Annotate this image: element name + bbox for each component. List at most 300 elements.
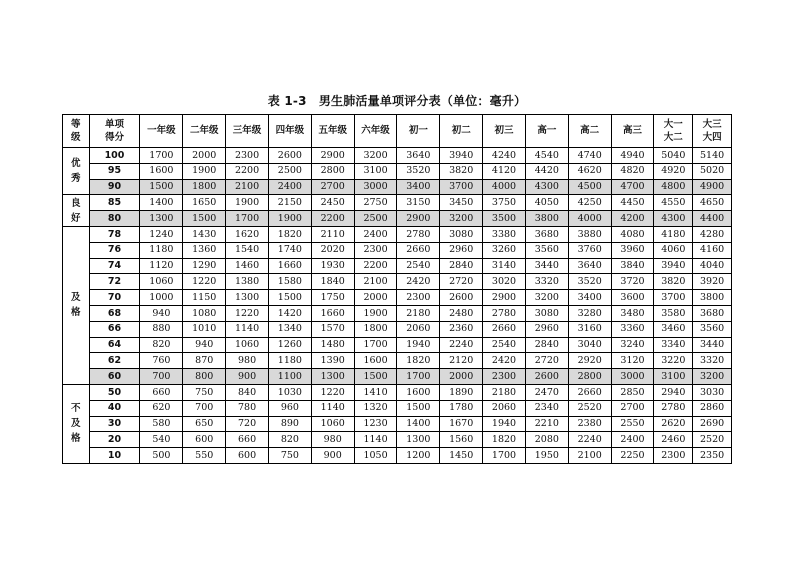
value-cell: 4250	[568, 195, 611, 211]
grade-header-line2: 级	[70, 131, 81, 143]
value-cell: 2300	[354, 242, 397, 258]
value-cell: 2720	[525, 353, 568, 369]
grade-year-header	[226, 115, 269, 148]
grade-level-cell	[63, 148, 90, 195]
grade-year-header-line1: 初三	[494, 125, 514, 137]
value-cell: 2200	[226, 163, 269, 179]
score-cell: 90	[89, 179, 140, 195]
value-cell: 4450	[611, 195, 654, 211]
value-cell: 1140	[226, 321, 269, 337]
value-cell: 1010	[183, 321, 226, 337]
grade-level-char: 格	[70, 307, 81, 319]
value-cell: 1300	[226, 290, 269, 306]
value-cell: 2250	[611, 448, 654, 464]
value-cell: 3160	[568, 321, 611, 337]
grade-year-header-line1: 五年级	[318, 125, 347, 137]
grade-level-char: 好	[70, 212, 81, 224]
value-cell: 1460	[226, 258, 269, 274]
value-cell: 1220	[183, 274, 226, 290]
value-cell: 880	[140, 321, 183, 337]
value-cell: 4080	[611, 226, 654, 242]
value-cell: 4920	[654, 163, 693, 179]
value-cell: 2550	[611, 416, 654, 432]
value-cell: 4740	[568, 148, 611, 164]
grade-year-header-line1: 一年级	[147, 125, 176, 137]
value-cell: 3400	[397, 179, 440, 195]
score-cell: 40	[89, 400, 140, 416]
value-cell: 5040	[654, 148, 693, 164]
value-cell: 1580	[268, 274, 311, 290]
value-cell: 2800	[311, 163, 354, 179]
value-cell: 1800	[183, 179, 226, 195]
grade-year-header	[183, 115, 226, 148]
value-cell: 1360	[183, 242, 226, 258]
value-cell: 3100	[654, 369, 693, 385]
value-cell: 3220	[654, 353, 693, 369]
grade-level-char: 秀	[70, 173, 81, 185]
value-cell: 4050	[525, 195, 568, 211]
table-row	[63, 226, 732, 242]
value-cell: 4900	[693, 179, 732, 195]
grade-year-header	[483, 115, 526, 148]
value-cell: 1200	[397, 448, 440, 464]
grade-level-char: 优	[70, 158, 81, 170]
value-cell: 2300	[226, 148, 269, 164]
value-cell: 1450	[440, 448, 483, 464]
value-cell: 500	[140, 448, 183, 464]
score-cell: 64	[89, 337, 140, 353]
table-row	[63, 353, 732, 369]
value-cell: 1500	[140, 179, 183, 195]
grade-year-header	[354, 115, 397, 148]
value-cell: 840	[226, 384, 269, 400]
value-cell: 580	[140, 416, 183, 432]
value-cell: 800	[183, 369, 226, 385]
value-cell: 2240	[440, 337, 483, 353]
value-cell: 3580	[654, 305, 693, 321]
value-cell: 980	[226, 353, 269, 369]
value-cell: 750	[183, 384, 226, 400]
value-cell: 2900	[311, 148, 354, 164]
value-cell: 2800	[568, 369, 611, 385]
value-cell: 700	[140, 369, 183, 385]
value-cell: 3560	[525, 242, 568, 258]
table-row	[63, 163, 732, 179]
value-cell: 3920	[693, 274, 732, 290]
value-cell: 4700	[611, 179, 654, 195]
value-cell: 1150	[183, 290, 226, 306]
value-cell: 1050	[354, 448, 397, 464]
value-cell: 2960	[525, 321, 568, 337]
grade-year-header	[693, 115, 732, 148]
grade-header	[63, 115, 90, 148]
value-cell: 900	[311, 448, 354, 464]
score-cell: 68	[89, 305, 140, 321]
value-cell: 3720	[611, 274, 654, 290]
value-cell: 2210	[525, 416, 568, 432]
value-cell: 2240	[568, 432, 611, 448]
score-cell: 78	[89, 226, 140, 242]
value-cell: 3020	[483, 274, 526, 290]
value-cell: 2480	[440, 305, 483, 321]
value-cell: 1500	[268, 290, 311, 306]
value-cell: 2460	[654, 432, 693, 448]
value-cell: 3080	[440, 226, 483, 242]
value-cell: 2100	[226, 179, 269, 195]
value-cell: 3480	[611, 305, 654, 321]
value-cell: 660	[140, 384, 183, 400]
grade-year-header	[397, 115, 440, 148]
value-cell: 1600	[140, 163, 183, 179]
value-cell: 1660	[311, 305, 354, 321]
value-cell: 3640	[397, 148, 440, 164]
value-cell: 600	[183, 432, 226, 448]
vital-capacity-score-table	[62, 114, 732, 464]
table-row	[63, 305, 732, 321]
value-cell: 2420	[397, 274, 440, 290]
value-cell: 650	[183, 416, 226, 432]
value-cell: 2700	[611, 400, 654, 416]
value-cell: 1900	[226, 195, 269, 211]
value-cell: 3880	[568, 226, 611, 242]
value-cell: 1140	[311, 400, 354, 416]
grade-level-char: 良	[70, 197, 81, 209]
grade-year-header-line1: 六年级	[361, 125, 390, 137]
value-cell: 3400	[568, 290, 611, 306]
value-cell: 660	[226, 432, 269, 448]
value-cell: 1500	[354, 369, 397, 385]
value-cell: 820	[140, 337, 183, 353]
value-cell: 1570	[311, 321, 354, 337]
value-cell: 1220	[226, 305, 269, 321]
value-cell: 900	[226, 369, 269, 385]
value-cell: 4940	[611, 148, 654, 164]
table-row	[63, 432, 732, 448]
value-cell: 3500	[483, 211, 526, 227]
value-cell: 3820	[654, 274, 693, 290]
grade-year-header-line1: 三年级	[232, 125, 262, 137]
table-row	[63, 384, 732, 400]
value-cell: 2180	[397, 305, 440, 321]
value-cell: 1840	[311, 274, 354, 290]
value-cell: 620	[140, 400, 183, 416]
value-cell: 2150	[268, 195, 311, 211]
value-cell: 2360	[440, 321, 483, 337]
value-cell: 3200	[525, 290, 568, 306]
value-cell: 3200	[440, 211, 483, 227]
value-cell: 4040	[693, 258, 732, 274]
value-cell: 3800	[525, 211, 568, 227]
value-cell: 1620	[226, 226, 269, 242]
grade-year-header	[568, 115, 611, 148]
value-cell: 3320	[525, 274, 568, 290]
value-cell: 940	[183, 337, 226, 353]
value-cell: 4550	[654, 195, 693, 211]
score-cell: 85	[89, 195, 140, 211]
value-cell: 1670	[440, 416, 483, 432]
value-cell: 4200	[611, 211, 654, 227]
value-cell: 960	[268, 400, 311, 416]
value-cell: 2690	[693, 416, 732, 432]
grade-year-header	[311, 115, 354, 148]
value-cell: 1400	[140, 195, 183, 211]
grade-year-header	[654, 115, 693, 148]
value-cell: 1420	[268, 305, 311, 321]
value-cell: 1230	[354, 416, 397, 432]
value-cell: 4820	[611, 163, 654, 179]
grade-year-header-line1: 高三	[623, 125, 643, 137]
value-cell: 3360	[611, 321, 654, 337]
table-row	[63, 211, 732, 227]
table-row	[63, 448, 732, 464]
value-cell: 1900	[183, 163, 226, 179]
value-cell: 1500	[183, 211, 226, 227]
table-row	[63, 258, 732, 274]
value-cell: 3150	[397, 195, 440, 211]
value-cell: 2780	[483, 305, 526, 321]
value-cell: 1300	[397, 432, 440, 448]
table-row	[63, 290, 732, 306]
value-cell: 2860	[693, 400, 732, 416]
value-cell: 1120	[140, 258, 183, 274]
value-cell: 2180	[483, 384, 526, 400]
value-cell: 1930	[311, 258, 354, 274]
value-cell: 3200	[354, 148, 397, 164]
value-cell: 1650	[183, 195, 226, 211]
table-row	[63, 369, 732, 385]
value-cell: 1820	[483, 432, 526, 448]
value-cell: 4400	[693, 211, 732, 227]
value-cell: 3560	[693, 321, 732, 337]
value-cell: 4540	[525, 148, 568, 164]
value-cell: 2920	[568, 353, 611, 369]
value-cell: 1900	[354, 305, 397, 321]
value-cell: 3100	[354, 163, 397, 179]
value-cell: 3940	[440, 148, 483, 164]
value-cell: 2100	[568, 448, 611, 464]
value-cell: 1100	[268, 369, 311, 385]
value-cell: 3000	[611, 369, 654, 385]
value-cell: 2120	[440, 353, 483, 369]
value-cell: 1060	[226, 337, 269, 353]
value-cell: 1300	[311, 369, 354, 385]
value-cell: 1320	[354, 400, 397, 416]
value-cell: 980	[311, 432, 354, 448]
value-cell: 1660	[268, 258, 311, 274]
value-cell: 4160	[693, 242, 732, 258]
value-cell: 2300	[397, 290, 440, 306]
value-cell: 4500	[568, 179, 611, 195]
value-cell: 1430	[183, 226, 226, 242]
value-cell: 4620	[568, 163, 611, 179]
value-cell: 1080	[183, 305, 226, 321]
grade-year-header	[525, 115, 568, 148]
value-cell: 1400	[397, 416, 440, 432]
value-cell: 2780	[654, 400, 693, 416]
value-cell: 3460	[654, 321, 693, 337]
value-cell: 2350	[693, 448, 732, 464]
table-row	[63, 179, 732, 195]
value-cell: 2620	[654, 416, 693, 432]
value-cell: 1180	[268, 353, 311, 369]
value-cell: 2400	[611, 432, 654, 448]
value-cell: 3600	[611, 290, 654, 306]
value-cell: 2520	[693, 432, 732, 448]
value-cell: 4000	[568, 211, 611, 227]
value-cell: 3240	[611, 337, 654, 353]
value-cell: 4300	[525, 179, 568, 195]
value-cell: 1900	[268, 211, 311, 227]
table-body	[63, 148, 732, 464]
value-cell: 2900	[483, 290, 526, 306]
value-cell: 1240	[140, 226, 183, 242]
value-cell: 1260	[268, 337, 311, 353]
value-cell: 1390	[311, 353, 354, 369]
value-cell: 2300	[483, 369, 526, 385]
score-cell: 74	[89, 258, 140, 274]
value-cell: 720	[226, 416, 269, 432]
value-cell: 3280	[568, 305, 611, 321]
value-cell: 4060	[654, 242, 693, 258]
grade-level-char: 及	[70, 418, 81, 430]
value-cell: 3340	[654, 337, 693, 353]
value-cell: 3200	[693, 369, 732, 385]
value-cell: 3450	[440, 195, 483, 211]
grade-year-header-line1: 高一	[537, 125, 557, 137]
grade-year-header	[268, 115, 311, 148]
value-cell: 1700	[483, 448, 526, 464]
value-cell: 3320	[693, 353, 732, 369]
table-row	[63, 274, 732, 290]
value-cell: 2500	[354, 211, 397, 227]
score-cell: 66	[89, 321, 140, 337]
value-cell: 2600	[268, 148, 311, 164]
value-cell: 3040	[568, 337, 611, 353]
value-cell: 2600	[525, 369, 568, 385]
score-header-line2: 得分	[104, 131, 124, 143]
value-cell: 5140	[693, 148, 732, 164]
value-cell: 2750	[354, 195, 397, 211]
value-cell: 940	[140, 305, 183, 321]
grade-level-char: 不	[70, 403, 81, 415]
value-cell: 1780	[440, 400, 483, 416]
value-cell: 1220	[311, 384, 354, 400]
table-row	[63, 400, 732, 416]
table-row	[63, 321, 732, 337]
grade-year-header-line1: 高二	[580, 125, 600, 137]
value-cell: 1800	[354, 321, 397, 337]
score-cell: 60	[89, 369, 140, 385]
value-cell: 2840	[440, 258, 483, 274]
score-cell: 50	[89, 384, 140, 400]
value-cell: 4300	[654, 211, 693, 227]
value-cell: 3700	[654, 290, 693, 306]
score-cell: 100	[89, 148, 140, 164]
value-cell: 3440	[525, 258, 568, 274]
value-cell: 760	[140, 353, 183, 369]
score-cell: 76	[89, 242, 140, 258]
grade-year-header	[440, 115, 483, 148]
table-title: 表 1-3 男生肺活量单项评分表（单位：毫升）	[267, 94, 527, 108]
value-cell: 2020	[311, 242, 354, 258]
value-cell: 3750	[483, 195, 526, 211]
value-cell: 1300	[140, 211, 183, 227]
value-cell: 3960	[611, 242, 654, 258]
value-cell: 2200	[311, 211, 354, 227]
value-cell: 4120	[483, 163, 526, 179]
value-cell: 1940	[483, 416, 526, 432]
value-cell: 2400	[354, 226, 397, 242]
score-header	[89, 115, 140, 148]
value-cell: 1480	[311, 337, 354, 353]
value-cell: 1060	[311, 416, 354, 432]
value-cell: 2470	[525, 384, 568, 400]
value-cell: 2200	[354, 258, 397, 274]
grade-level-cell	[63, 384, 90, 463]
score-cell: 62	[89, 353, 140, 369]
value-cell: 3640	[568, 258, 611, 274]
value-cell: 2420	[483, 353, 526, 369]
grade-level-cell	[63, 195, 90, 227]
value-cell: 2380	[568, 416, 611, 432]
value-cell: 820	[268, 432, 311, 448]
score-cell: 20	[89, 432, 140, 448]
score-cell: 80	[89, 211, 140, 227]
value-cell: 1820	[397, 353, 440, 369]
value-cell: 3700	[440, 179, 483, 195]
value-cell: 1700	[226, 211, 269, 227]
score-cell: 95	[89, 163, 140, 179]
value-cell: 3520	[397, 163, 440, 179]
value-cell: 2100	[354, 274, 397, 290]
grade-level-char: 及	[70, 292, 81, 304]
grade-year-header	[611, 115, 654, 148]
value-cell: 1890	[440, 384, 483, 400]
value-cell: 780	[226, 400, 269, 416]
value-cell: 1820	[268, 226, 311, 242]
value-cell: 4280	[693, 226, 732, 242]
grade-header-line1: 等	[70, 119, 81, 130]
value-cell: 1290	[183, 258, 226, 274]
value-cell: 2500	[268, 163, 311, 179]
value-cell: 2340	[525, 400, 568, 416]
grade-year-header-line1: 大三	[702, 119, 722, 130]
score-header-line1: 单项	[104, 119, 124, 130]
value-cell: 1000	[140, 290, 183, 306]
value-cell: 3000	[354, 179, 397, 195]
grade-year-header-line1: 四年级	[275, 125, 305, 137]
value-cell: 2850	[611, 384, 654, 400]
value-cell: 870	[183, 353, 226, 369]
value-cell: 1950	[525, 448, 568, 464]
value-cell: 2080	[525, 432, 568, 448]
grade-year-header-line1: 初一	[408, 125, 428, 137]
value-cell: 1500	[397, 400, 440, 416]
grade-year-header-line1: 二年级	[189, 125, 219, 137]
grade-year-header-line1: 大一	[663, 119, 683, 130]
value-cell: 1140	[354, 432, 397, 448]
value-cell: 3140	[483, 258, 526, 274]
value-cell: 2940	[654, 384, 693, 400]
table-row	[63, 416, 732, 432]
value-cell: 700	[183, 400, 226, 416]
value-cell: 3940	[654, 258, 693, 274]
value-cell: 4650	[693, 195, 732, 211]
value-cell: 2060	[397, 321, 440, 337]
grade-year-header-line2: 大四	[702, 131, 722, 143]
value-cell: 750	[268, 448, 311, 464]
value-cell: 3520	[568, 274, 611, 290]
